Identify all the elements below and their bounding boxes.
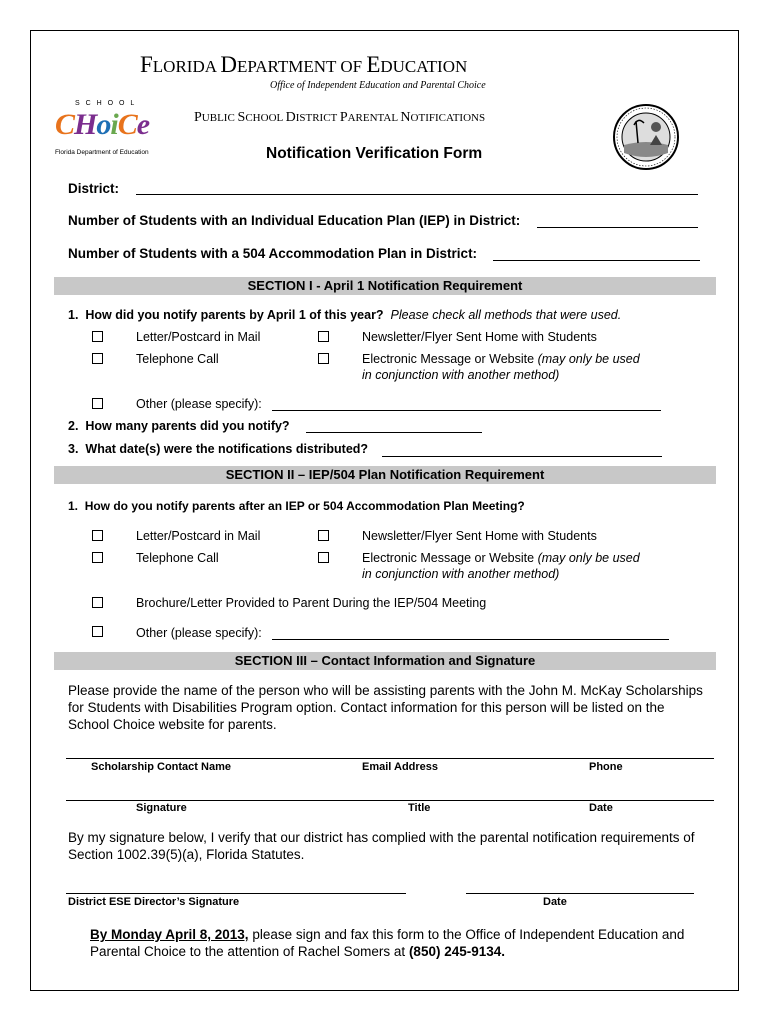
florida-seal-icon — [612, 103, 680, 171]
iep-count-input[interactable] — [537, 227, 698, 228]
form-title: Notification Verification Form — [266, 145, 483, 162]
verify-statement: By my signature below, I verify that our district has complied with the parental notification requirements of Section 1002.39(5)(a), Florida Statutes. — [68, 830, 695, 862]
district-input[interactable] — [136, 194, 698, 195]
signature-line[interactable] — [66, 800, 714, 801]
s2-newsletter-checkbox[interactable] — [318, 530, 329, 541]
subtitle: PUBLIC SCHOOL DISTRICT PARENTAL NOTIFICATIONS — [194, 110, 486, 125]
s1-newsletter-checkbox[interactable] — [318, 331, 329, 342]
logo-choice-text: CHoiCe — [55, 108, 150, 141]
s2-other-checkbox[interactable] — [92, 626, 103, 637]
s1-letter-label: Letter/Postcard in Mail — [136, 330, 261, 344]
section3-header: SECTION III – Contact Information and Signature — [54, 652, 716, 670]
school-choice-logo — [55, 100, 175, 158]
section2-header: SECTION II – IEP/504 Plan Notification Requirement — [54, 466, 716, 484]
s2-electronic-label: Electronic Message or Website (may only be used — [362, 551, 640, 565]
s1-question2: 2. How many parents did you notify? — [68, 419, 290, 433]
s2-other-label: Other (please specify): — [136, 626, 262, 640]
s1-question1: 1. How did you notify parents by April 1 of this year? Please check all methods that were used. — [68, 308, 622, 322]
fax-number: (850) 245-9134. — [408, 944, 506, 959]
contact-info-line[interactable] — [66, 758, 714, 759]
s1-electronic-label: Electronic Message or Website (may only be used — [362, 352, 640, 366]
s1-letter-checkbox[interactable] — [92, 331, 103, 342]
fax-text: please sign and fax this form to the Office of Independent Education and Parental Choice to the attention of Rachel Somers at — [90, 927, 685, 959]
col-title: Title — [408, 802, 431, 814]
col-phone: Phone — [589, 761, 623, 773]
plan504-count-input[interactable] — [493, 260, 700, 261]
agency-title: FLORIDA DEPARTMENT OF EDUCATION — [140, 52, 468, 77]
office-name: Office of Independent Education and Parental Choice — [270, 80, 486, 91]
s1-electronic-note: in conjunction with another method) — [362, 368, 560, 382]
col-email: Email Address — [362, 761, 439, 773]
s1-dates-input[interactable] — [382, 456, 662, 457]
s1-phone-label: Telephone Call — [136, 352, 219, 366]
s2-question1: 1. How do you notify parents after an IEP or 504 Accommodation Plan Meeting? — [68, 499, 525, 513]
s1-phone-checkbox[interactable] — [92, 353, 103, 364]
s1-other-input[interactable] — [272, 410, 661, 411]
s2-electronic-checkbox[interactable] — [318, 552, 329, 563]
plan504-count-label: Number of Students with a 504 Accommodation Plan in District: — [68, 246, 478, 261]
logo-school-text: S C H O O L — [75, 100, 137, 107]
director-date-label: Date — [543, 896, 567, 908]
s1-parents-count-input[interactable] — [306, 432, 482, 433]
s1-electronic-checkbox[interactable] — [318, 353, 329, 364]
s3-intro: Please provide the name of the person who will be assisting parents with the John M. McKay Scholarships for Students with Disabilities Program option. Contact information for this person will be listed on the School Choice website for parents. — [68, 683, 703, 732]
director-signature-label: District ESE Director’s Signature — [68, 896, 240, 908]
s1-other-checkbox[interactable] — [92, 398, 103, 409]
s2-brochure-label: Brochure/Letter Provided to Parent During the IEP/504 Meeting — [136, 596, 487, 610]
iep-count-label: Number of Students with an Individual Education Plan (IEP) in District: — [68, 213, 521, 228]
col-signature: Signature — [136, 802, 187, 814]
section1-header: SECTION I - April 1 Notification Requirement — [54, 277, 716, 295]
director-signature-line[interactable] — [66, 893, 406, 894]
logo-caption: Florida Department of Education — [55, 149, 149, 156]
district-label: District: — [68, 181, 120, 196]
s2-brochure-checkbox[interactable] — [92, 597, 103, 608]
s1-newsletter-label: Newsletter/Flyer Sent Home with Students — [362, 330, 597, 344]
fax-instructions — [90, 926, 690, 960]
deadline-text: By Monday April 8, 2013, — [90, 927, 249, 942]
col-date: Date — [589, 802, 613, 814]
s2-phone-checkbox[interactable] — [92, 552, 103, 563]
s2-letter-label: Letter/Postcard in Mail — [136, 529, 261, 543]
director-date-line[interactable] — [466, 893, 694, 894]
s2-electronic-note: in conjunction with another method) — [362, 567, 560, 581]
s2-other-input[interactable] — [272, 639, 669, 640]
s1-question3: 3. What date(s) were the notifications distributed? — [68, 442, 369, 456]
s2-newsletter-label: Newsletter/Flyer Sent Home with Students — [362, 529, 597, 543]
s1-other-label: Other (please specify): — [136, 397, 262, 411]
s2-phone-label: Telephone Call — [136, 551, 219, 565]
col-contact-name: Scholarship Contact Name — [91, 761, 231, 773]
s2-letter-checkbox[interactable] — [92, 530, 103, 541]
